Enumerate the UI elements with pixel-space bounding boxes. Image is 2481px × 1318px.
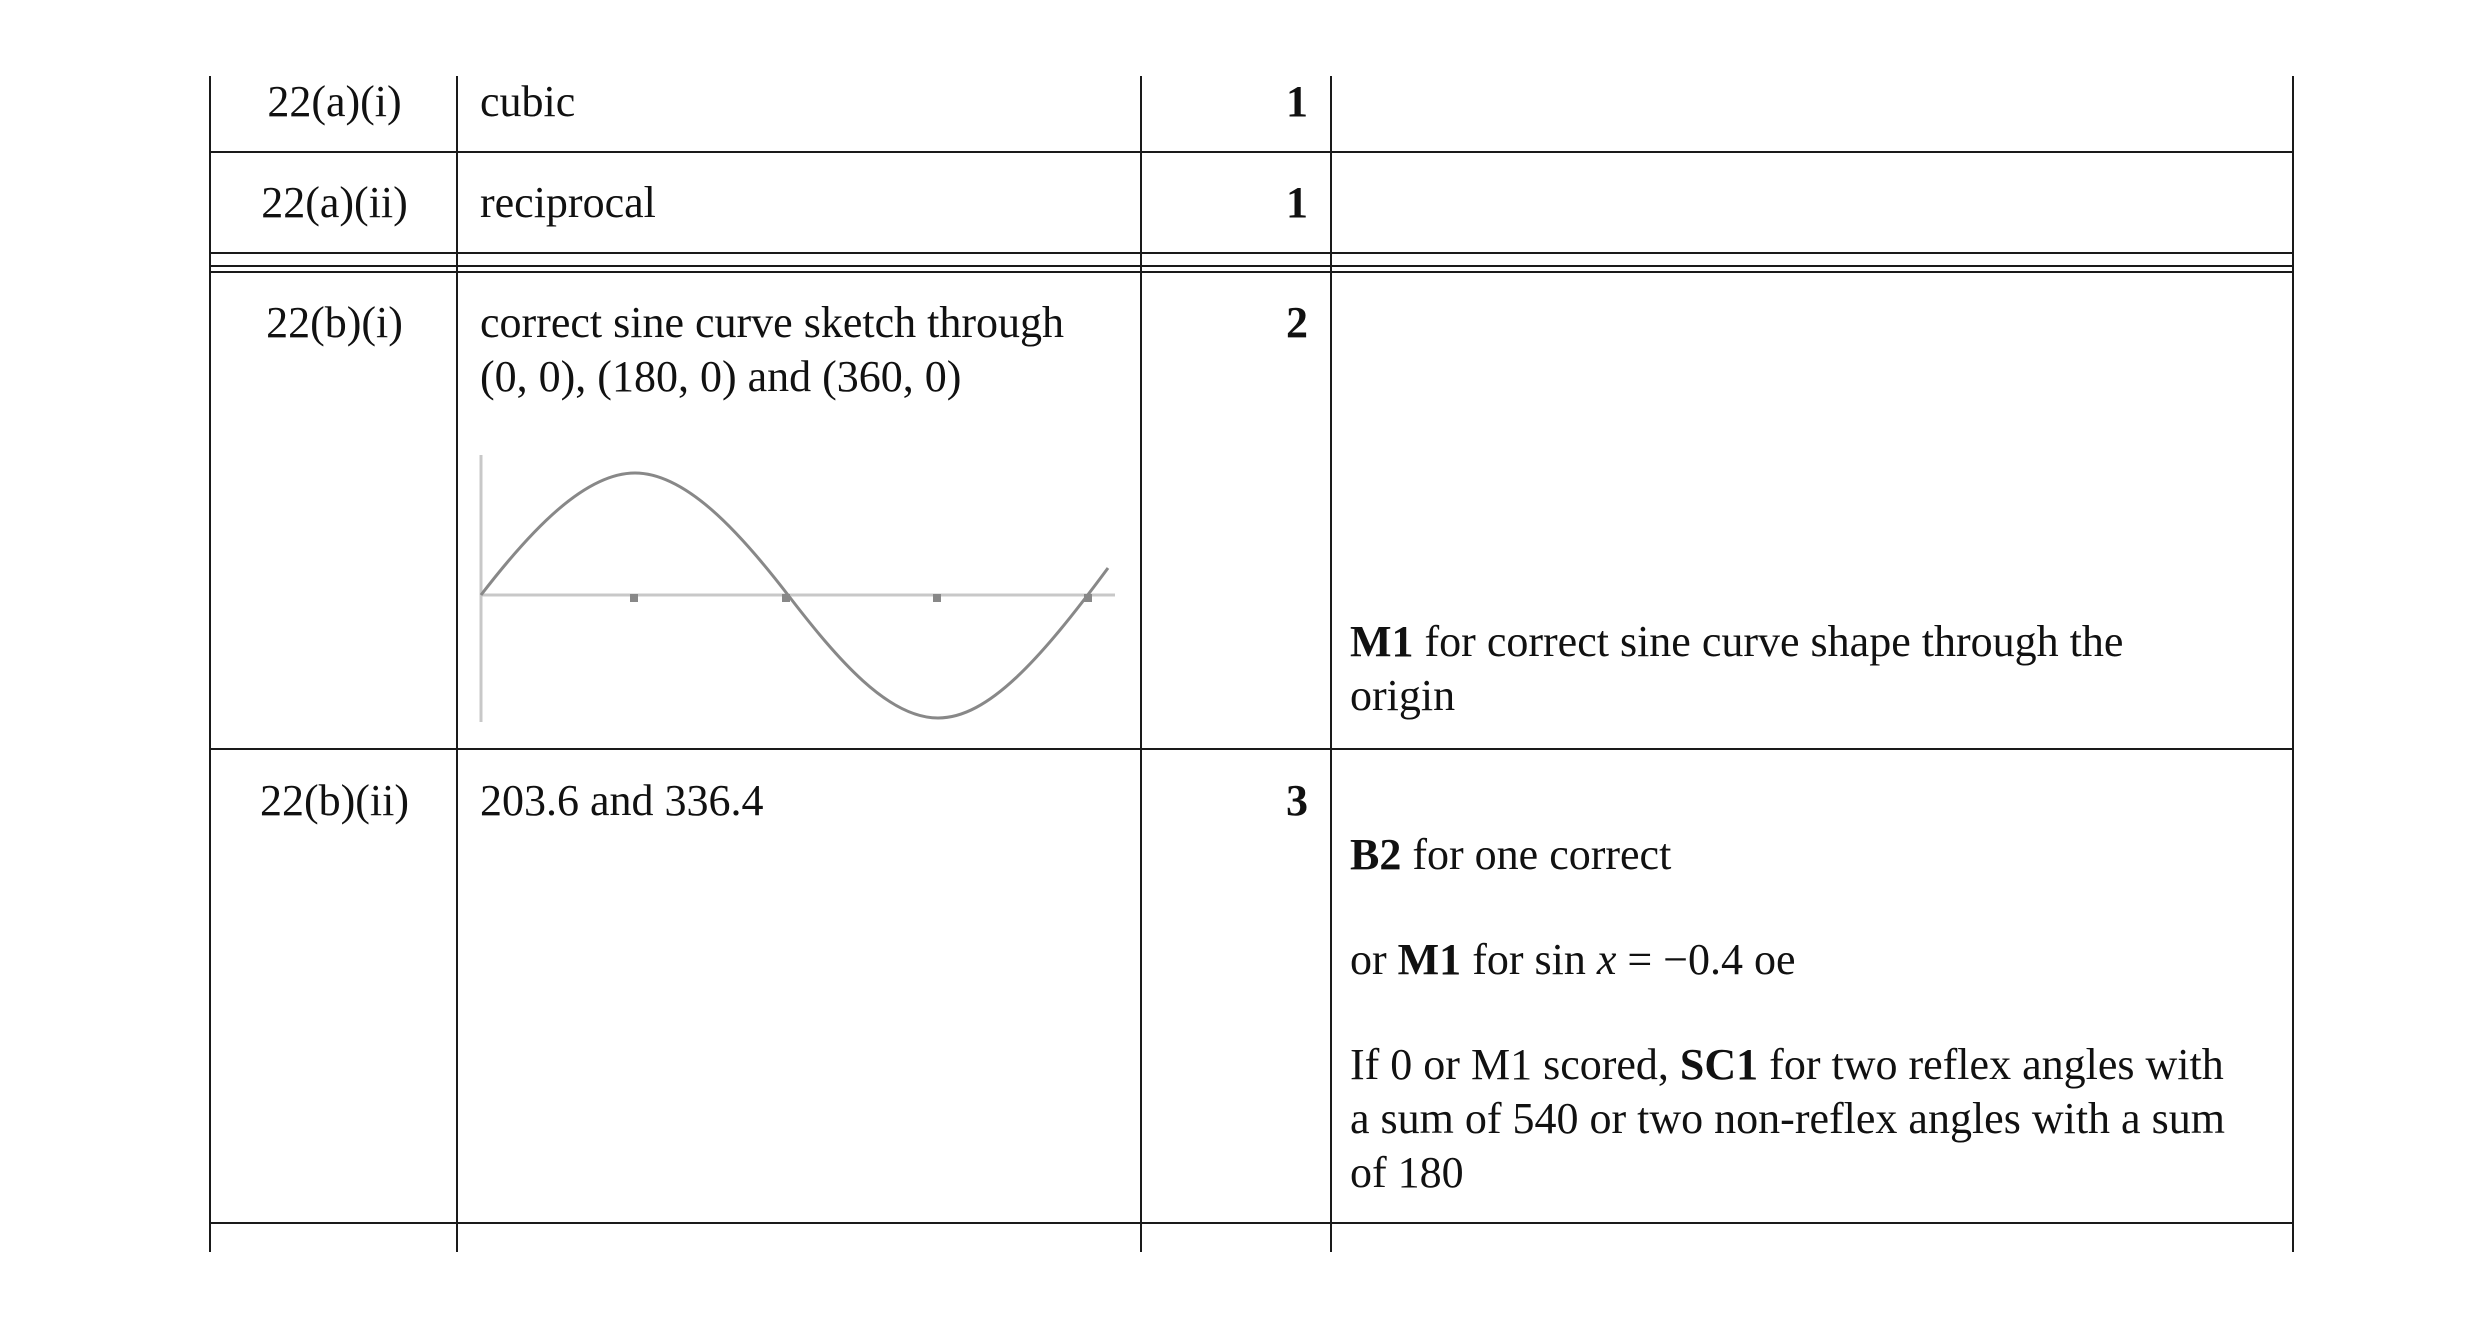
row-rule-4 bbox=[209, 1222, 2294, 1224]
guidance-line: of 180 bbox=[1350, 1148, 1464, 1197]
mark-code: M1 bbox=[1350, 617, 1414, 666]
mark-code: SC1 bbox=[1679, 1040, 1759, 1089]
guidance-text bbox=[1350, 828, 2290, 882]
guidance-suffix: = −0.4 oe bbox=[1616, 935, 1796, 984]
graph-tick-marker bbox=[630, 594, 638, 602]
row-rule-2 bbox=[209, 252, 2294, 254]
guidance-line: for correct sine curve shape through the bbox=[1413, 617, 2124, 666]
answer-text: 203.6 and 336.4 bbox=[480, 776, 764, 825]
mark-value: 1 bbox=[1286, 178, 1308, 227]
answer-text-line-2: (0, 0), (180, 0) and (360, 0) bbox=[480, 352, 962, 401]
guidance-prefix: If 0 or M1 scored, bbox=[1350, 1040, 1680, 1089]
mark-code: M1 bbox=[1397, 935, 1462, 984]
guidance-line: for two reflex angles with bbox=[1758, 1040, 2224, 1089]
section-rule-a bbox=[209, 265, 2294, 267]
row-rule-3 bbox=[209, 748, 2294, 750]
graph-tick-marker bbox=[933, 594, 941, 602]
question-number: 22(a)(i) bbox=[267, 77, 402, 126]
guidance-text bbox=[1350, 1038, 2290, 1200]
guidance-text bbox=[1350, 615, 2290, 723]
sine-curve-sketch bbox=[470, 450, 1120, 740]
answer-text-line-1: correct sine curve sketch through bbox=[480, 298, 1064, 347]
mark-code: B2 bbox=[1350, 830, 1402, 879]
question-number: 22(b)(ii) bbox=[259, 776, 410, 825]
question-number: 22(a)(ii) bbox=[261, 178, 408, 227]
mark-value: 3 bbox=[1286, 776, 1308, 825]
guidance-line: for one correct bbox=[1401, 830, 1672, 879]
section-rule-b bbox=[209, 271, 2294, 273]
guidance-text bbox=[1350, 933, 2290, 987]
row-rule-1 bbox=[209, 151, 2294, 153]
mark-value: 1 bbox=[1286, 77, 1308, 126]
guidance-line: origin bbox=[1350, 671, 1456, 720]
answer-text: reciprocal bbox=[480, 178, 656, 227]
guidance-line: a sum of 540 or two non-reflex angles with a sum bbox=[1350, 1094, 2225, 1143]
guidance-line: for sin bbox=[1461, 935, 1597, 984]
answer-text: cubic bbox=[480, 77, 576, 126]
question-number: 22(b)(i) bbox=[266, 298, 403, 347]
mark-value: 2 bbox=[1286, 298, 1308, 347]
guidance-prefix: or bbox=[1350, 935, 1398, 984]
math-variable: x bbox=[1596, 935, 1617, 984]
